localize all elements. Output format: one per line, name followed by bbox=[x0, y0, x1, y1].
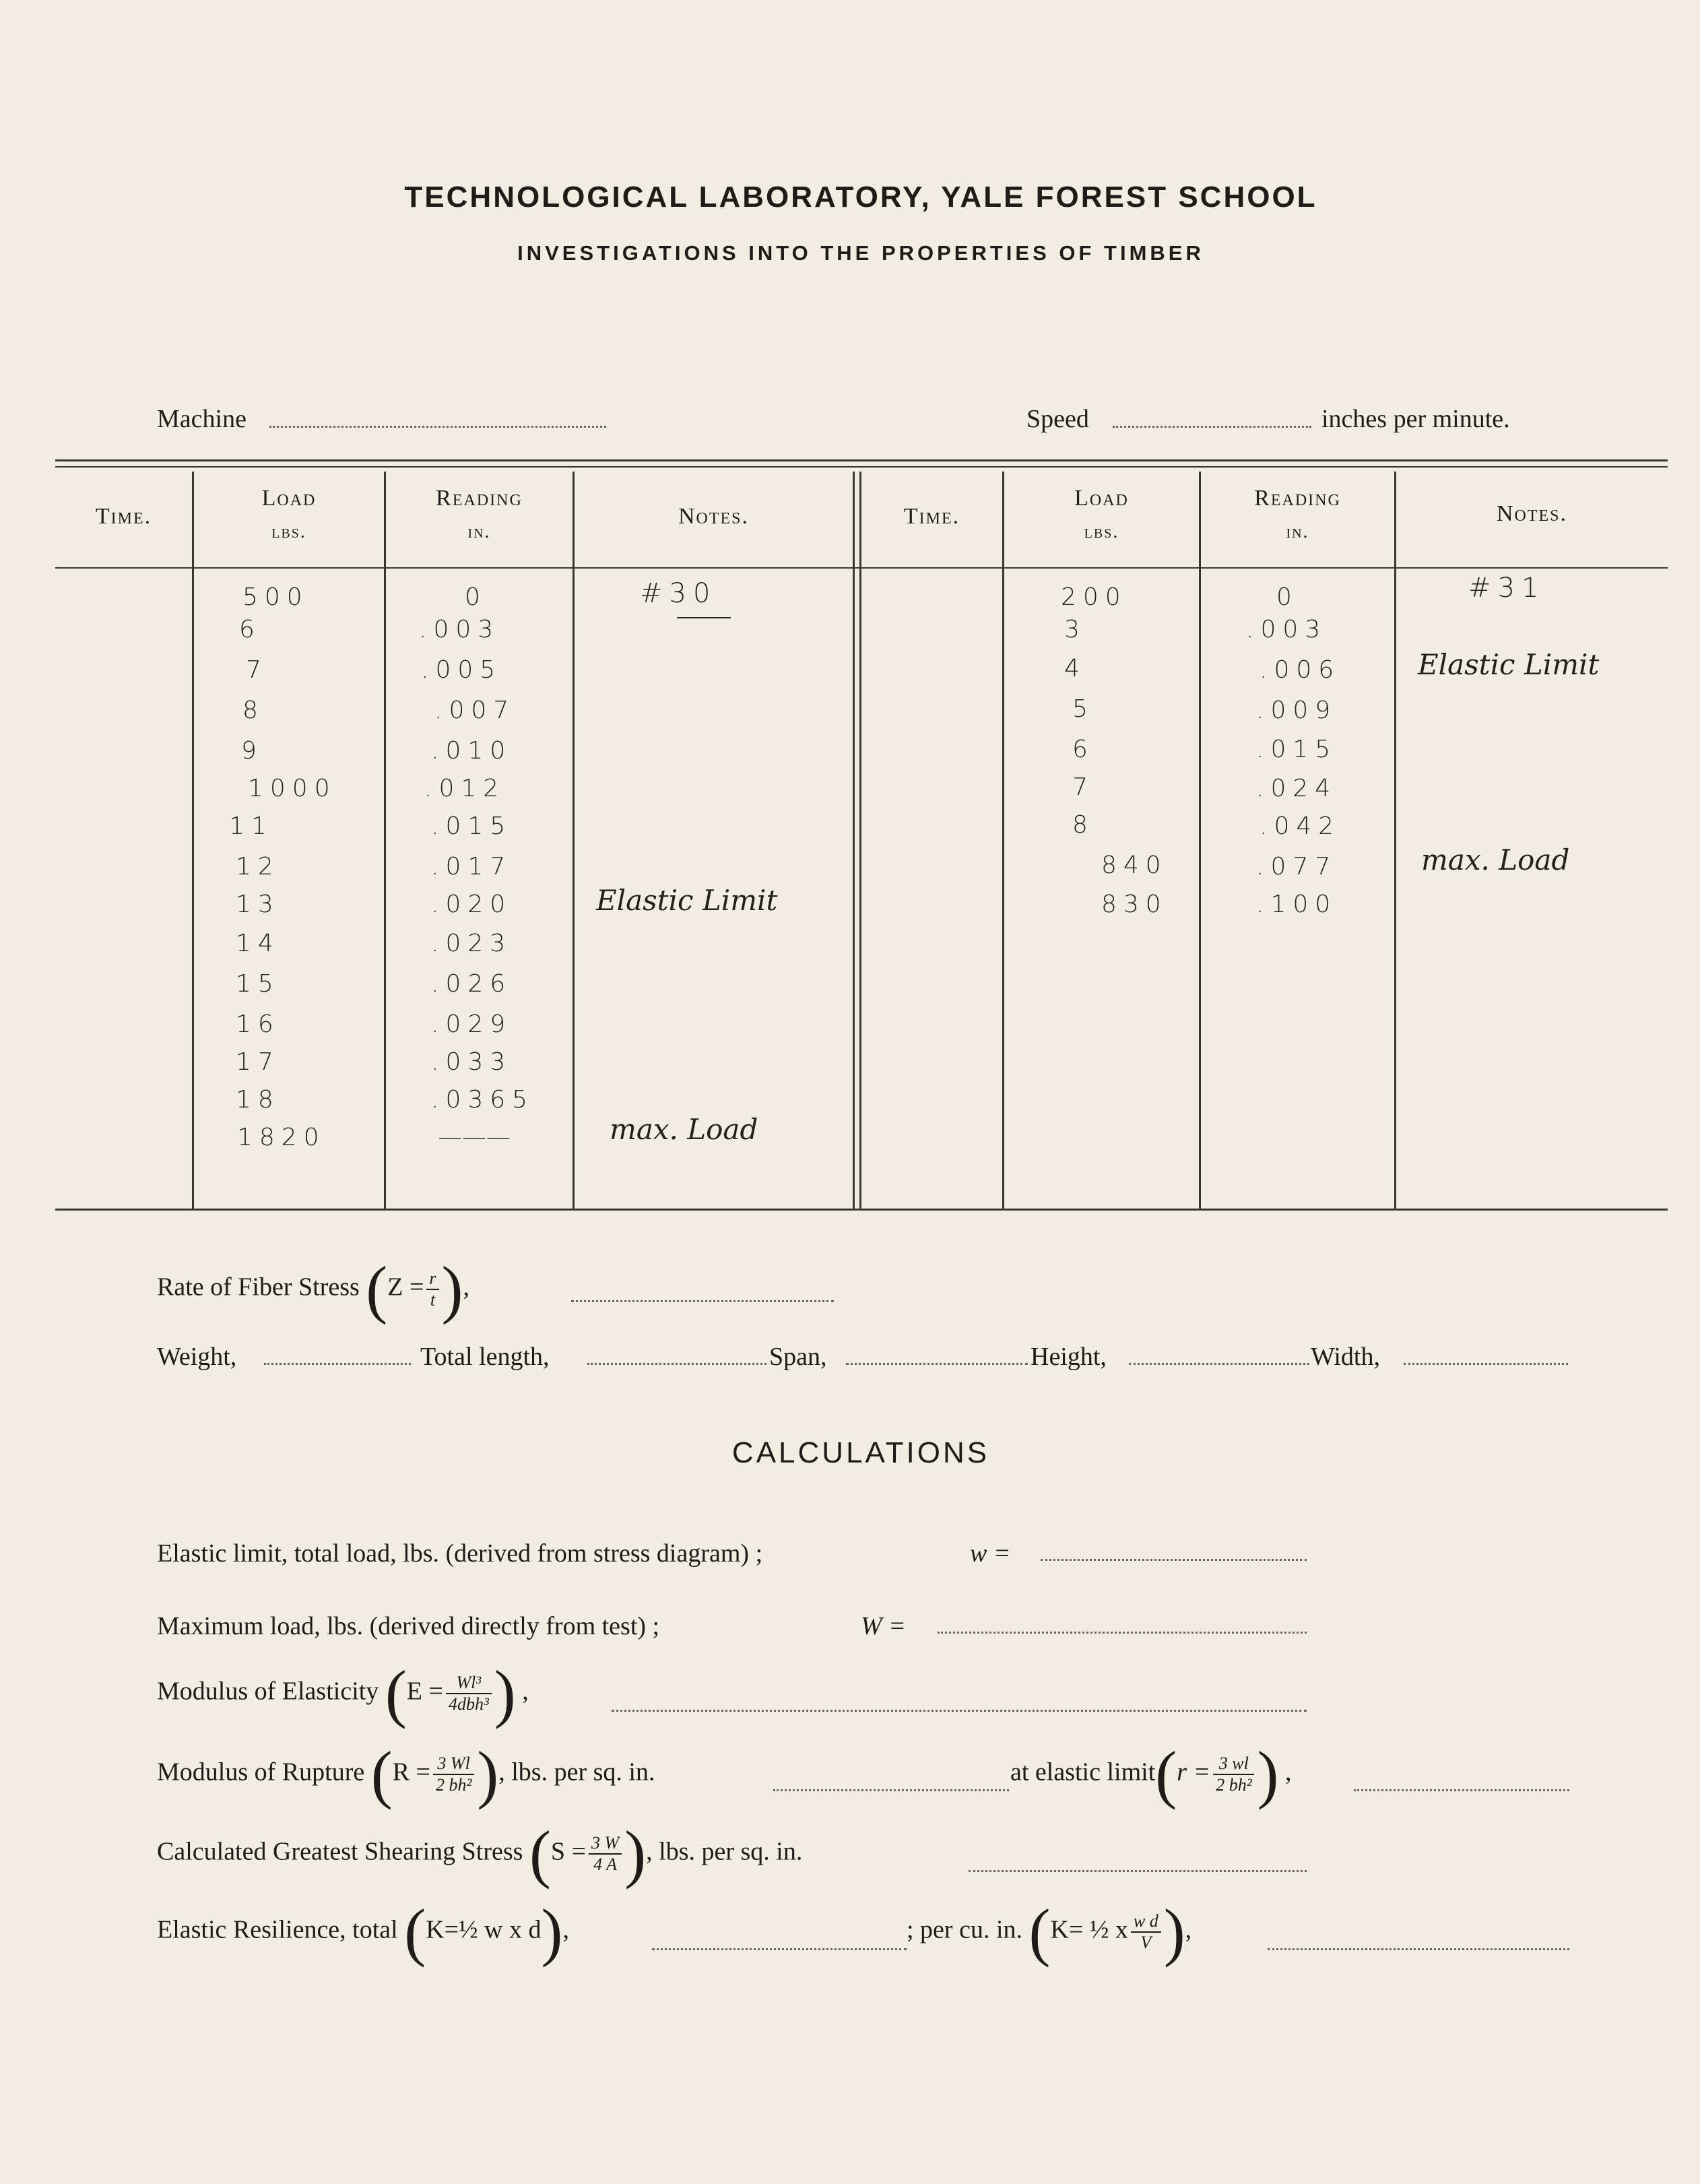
resilience-per-num: w d bbox=[1131, 1911, 1161, 1933]
shearing-label: Calculated Greatest Shearing Stress bbox=[157, 1837, 523, 1866]
shearing-lhs: S = bbox=[550, 1837, 586, 1866]
span-field bbox=[846, 1363, 1028, 1365]
header-time: Time. bbox=[95, 504, 152, 529]
table-cell-reading: .003 bbox=[419, 616, 500, 643]
table-cell-load: 830 bbox=[1101, 891, 1168, 918]
resilience-field bbox=[652, 1948, 907, 1950]
modulus-rupture-unit: , lbs. per sq. in. bbox=[498, 1758, 655, 1787]
weight-label: Weight, bbox=[157, 1343, 237, 1371]
table-cell-reading: ——— bbox=[438, 1124, 511, 1151]
table-top-rule bbox=[55, 459, 1668, 461]
table-cell-reading: .023 bbox=[431, 930, 513, 957]
col-divider bbox=[573, 472, 575, 1209]
shearing-num: 3 W bbox=[589, 1833, 622, 1855]
shearing-den: 4 A bbox=[593, 1855, 618, 1874]
table-cell-reading: 0 bbox=[465, 583, 487, 611]
resilience-per-den: V bbox=[1140, 1933, 1152, 1952]
maximum-load-label: Maximum load, lbs. (derived directly from test) ; bbox=[157, 1612, 660, 1640]
table-cell-reading: .077 bbox=[1256, 853, 1338, 880]
table-cell-reading: .007 bbox=[434, 697, 516, 724]
maximum-load-var: W = bbox=[861, 1612, 906, 1640]
table-cell-reading: .024 bbox=[1256, 775, 1338, 802]
table-cell-note: max. Load bbox=[610, 1113, 758, 1146]
speed-label: Speed bbox=[1026, 405, 1089, 433]
header-reading-unit: in. bbox=[1286, 521, 1309, 542]
table-cell-load: 12 bbox=[236, 853, 280, 880]
table-cell-reading: .020 bbox=[431, 891, 513, 918]
header-time: Time. bbox=[903, 504, 960, 529]
table-cell-load: 13 bbox=[236, 891, 280, 918]
table-cell-reading: .005 bbox=[421, 656, 502, 684]
calculations-title: CALCULATIONS bbox=[731, 1436, 990, 1469]
table-cell-load: 3 bbox=[1064, 616, 1086, 643]
table-cell-load: 6 bbox=[239, 616, 261, 643]
resilience-per-line: ; per cu. in. (K= ½ x $\frac{\text{w d}}{V}$ ), bbox=[907, 1896, 1192, 1968]
table-cell-load: 8 bbox=[1072, 811, 1094, 839]
table-cell-reading: .017 bbox=[431, 853, 513, 880]
speed-field bbox=[1113, 426, 1311, 428]
table-cell-load: 16 bbox=[236, 1010, 280, 1038]
modulus-elasticity-field bbox=[612, 1710, 1307, 1712]
fiber-stress-num: r bbox=[426, 1268, 438, 1290]
table-cell-load: 4 bbox=[1064, 655, 1086, 682]
table-cell-load: 8 bbox=[242, 697, 265, 724]
modulus-rupture-lhs: R = bbox=[392, 1758, 430, 1787]
resilience-lhs: K=½ w x d bbox=[426, 1915, 542, 1944]
shearing-field bbox=[969, 1870, 1307, 1872]
rupture-elastic-field bbox=[1354, 1789, 1569, 1791]
resilience-per-label: ; per cu. in. bbox=[907, 1915, 1023, 1944]
table-cell-load: 5 bbox=[1072, 695, 1094, 723]
table-cell-load: 7 bbox=[246, 656, 268, 684]
modulus-elasticity-label: Modulus of Elasticity bbox=[157, 1677, 379, 1706]
modulus-rupture-field bbox=[773, 1789, 1009, 1791]
elastic-limit-label: Elastic limit, total load, lbs. (derived from stress diagram) ; bbox=[157, 1539, 763, 1568]
width-label: Width, bbox=[1311, 1343, 1380, 1371]
table-cell-note: #31 bbox=[1468, 573, 1546, 604]
modulus-rupture-label: Modulus of Rupture bbox=[157, 1758, 365, 1787]
table-cell-load: 6 bbox=[1072, 736, 1094, 763]
rupture-elastic-num: 3 wl bbox=[1213, 1754, 1254, 1775]
table-cell-reading: .006 bbox=[1260, 656, 1341, 684]
table-cell-note: Elastic Limit bbox=[1418, 648, 1600, 681]
header-load-unit: lbs. bbox=[271, 521, 306, 542]
resilience-label: Elastic Resilience, total bbox=[157, 1915, 398, 1944]
shearing-line: Calculated Greatest Shearing Stress (S = $\frac{3 W}{4 A}$ ), lbs. per sq. in. bbox=[157, 1818, 803, 1890]
fiber-stress-lhs: Z = bbox=[387, 1273, 424, 1302]
height-label: Height, bbox=[1031, 1343, 1107, 1371]
col-divider bbox=[192, 472, 194, 1209]
modulus-rupture-den: 2 bh² bbox=[435, 1775, 472, 1795]
table-cell-reading: .003 bbox=[1246, 616, 1328, 643]
header-load-unit: lbs. bbox=[1084, 521, 1119, 542]
fiber-stress-field bbox=[571, 1300, 834, 1302]
table-top-rule-2 bbox=[55, 466, 1668, 468]
col-divider bbox=[384, 472, 386, 1209]
document-title: TECHNOLOGICAL LABORATORY, YALE FOREST SCHOOL bbox=[404, 181, 1317, 214]
table-cell-reading: .0365 bbox=[431, 1086, 535, 1114]
col-divider bbox=[1394, 472, 1396, 1209]
table-cell-load: 15 bbox=[236, 970, 280, 998]
table-cell-load: 200 bbox=[1061, 583, 1127, 611]
fiber-stress-den: t bbox=[430, 1290, 436, 1310]
col-divider bbox=[859, 472, 861, 1209]
elastic-limit-var: w = bbox=[970, 1539, 1011, 1568]
table-cell-load: 17 bbox=[236, 1048, 280, 1076]
fiber-stress-line: Rate of Fiber Stress (Z = $\frac{r}{t}$ ), bbox=[157, 1253, 470, 1325]
table-cell-reading: 0 bbox=[1276, 583, 1299, 611]
resilience-per-lhs: K= ½ x bbox=[1050, 1915, 1128, 1944]
modulus-rupture-line: Modulus of Rupture (R = $\frac{3 Wl}{\text{2 bh²}}$ ), lbs. per sq. in. bbox=[157, 1738, 655, 1810]
table-cell-load: 500 bbox=[242, 583, 309, 611]
header-reading-unit: in. bbox=[467, 521, 491, 542]
table-cell-reading: .010 bbox=[431, 737, 513, 765]
table-cell-load: 7 bbox=[1072, 773, 1094, 801]
table-cell-load: 1000 bbox=[248, 775, 337, 802]
modulus-rupture-num: 3 Wl bbox=[433, 1754, 474, 1775]
fiber-stress-label: Rate of Fiber Stress bbox=[157, 1273, 360, 1302]
weight-field bbox=[264, 1363, 411, 1365]
header-load: Load bbox=[261, 486, 317, 511]
table-cell-note: #30 bbox=[640, 578, 717, 609]
modulus-elasticity-num: Wl³ bbox=[446, 1673, 492, 1694]
header-load: Load bbox=[1074, 486, 1129, 511]
modulus-elasticity-lhs: E = bbox=[406, 1677, 443, 1706]
total-length-field bbox=[587, 1363, 766, 1365]
total-length-label: Total length, bbox=[420, 1343, 550, 1371]
table-cell-reading: .029 bbox=[431, 1010, 513, 1038]
machine-field bbox=[269, 426, 606, 428]
table-cell-load: 11 bbox=[229, 812, 273, 840]
table-cell-load: 18 bbox=[236, 1086, 280, 1114]
span-label: Span, bbox=[769, 1343, 827, 1371]
table-cell-reading: .100 bbox=[1256, 891, 1338, 918]
shearing-unit: , lbs. per sq. in. bbox=[646, 1837, 803, 1866]
table-cell-reading: .009 bbox=[1256, 697, 1338, 724]
table-cell-reading: .015 bbox=[431, 812, 513, 840]
table-cell-load: 840 bbox=[1101, 852, 1168, 879]
table-cell-note: max. Load bbox=[1421, 843, 1570, 876]
table-cell-reading: .026 bbox=[431, 970, 513, 998]
rupture-elastic-lhs: r = bbox=[1177, 1758, 1211, 1787]
header-notes: Notes. bbox=[678, 504, 750, 529]
table-bottom-rule bbox=[55, 1209, 1668, 1211]
header-notes: Notes. bbox=[1496, 501, 1568, 526]
modulus-elasticity-den: 4dbh³ bbox=[448, 1694, 489, 1714]
col-divider bbox=[1002, 472, 1004, 1209]
table-header-rule bbox=[55, 567, 1668, 569]
width-field bbox=[1404, 1363, 1568, 1365]
resilience-line: Elastic Resilience, total (K=½ w x d), bbox=[157, 1896, 569, 1968]
rupture-elastic-den: 2 bh² bbox=[1216, 1775, 1252, 1795]
col-divider bbox=[853, 472, 855, 1209]
modulus-elasticity-line: Modulus of Elasticity (E = $\frac{\text{Wl³}}{\text{4dbh³}}$ ) , bbox=[157, 1657, 529, 1729]
table-cell-load: 1820 bbox=[237, 1124, 326, 1151]
elastic-limit-field bbox=[1041, 1559, 1307, 1561]
document-subtitle: INVESTIGATIONS INTO THE PROPERTIES OF TIMBER bbox=[517, 241, 1204, 265]
header-reading: Reading bbox=[1254, 486, 1341, 511]
height-field bbox=[1129, 1363, 1309, 1365]
table-cell-load: 14 bbox=[236, 930, 280, 957]
table-cell-reading: .033 bbox=[431, 1048, 513, 1076]
table-cell-load: 9 bbox=[241, 737, 263, 765]
maximum-load-field bbox=[938, 1632, 1307, 1634]
col-divider bbox=[1199, 472, 1201, 1209]
machine-label: Machine bbox=[157, 405, 247, 433]
header-reading: Reading bbox=[436, 486, 523, 511]
table-cell-note: Elastic Limit bbox=[596, 884, 778, 917]
table-cell-reading: .042 bbox=[1260, 812, 1341, 840]
table-cell-reading: .015 bbox=[1256, 736, 1338, 763]
rupture-elastic-label: at elastic limit bbox=[1010, 1758, 1156, 1787]
rupture-elastic-line: at elastic limit(r = $\frac{3 wl}{\text{2 bh²}}$ ) , bbox=[1010, 1738, 1292, 1810]
speed-unit: inches per minute. bbox=[1321, 405, 1510, 433]
resilience-per-field bbox=[1268, 1948, 1569, 1950]
note-underline bbox=[677, 617, 731, 618]
table-cell-reading: .012 bbox=[424, 775, 506, 802]
